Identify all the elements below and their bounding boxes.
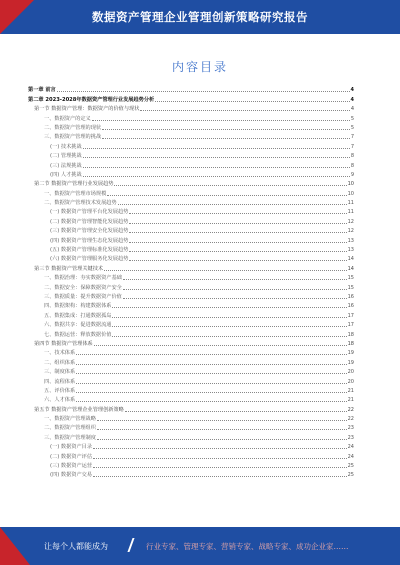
toc-entry-page: 24 [347,444,354,451]
toc-entry-label: 二、数据资产管理的现状 [44,124,102,131]
footer-bar [0,527,400,565]
toc-entry-page: 24 [347,453,354,460]
toc-entry[interactable] [28,197,354,206]
toc-entry-label: (二) 数据资产管理智能化发展趋势 [50,218,129,225]
toc-entry-page: 22 [347,416,354,423]
toc-entry-label: 一、数据资产的定义 [44,115,91,122]
toc-entry-page: 11 [347,200,354,207]
toc-entry-page: 7 [350,134,354,141]
toc-entry[interactable] [28,281,354,290]
toc-entry-page: 19 [347,350,354,357]
toc-leader-dots [114,185,346,186]
header-bar [0,0,400,34]
toc-leader-dots [97,420,347,421]
toc-entry[interactable] [28,338,354,347]
toc-leader-dots [76,383,346,384]
toc-entry-label: 三、数据质量：提升数据资产价值 [44,293,122,300]
toc-entry[interactable] [28,422,354,431]
toc-leader-dots [76,401,346,402]
toc-entry[interactable] [28,413,354,422]
toc-leader-dots [83,148,350,149]
toc-entry-page: 16 [347,303,354,310]
toc-entry-page: 18 [347,340,354,347]
toc-leader-dots [76,364,346,365]
toc-leader-dots [97,439,347,440]
toc-leader-dots [93,476,347,477]
toc-leader-dots [123,279,347,280]
toc-leader-dots [123,298,347,299]
toc-entry[interactable] [28,347,354,356]
toc-entry-page: 5 [350,115,354,122]
toc-entry[interactable] [28,385,354,394]
toc-leader-dots [129,260,346,261]
toc-leader-dots [155,101,349,102]
toc-entry-label: 五、数据集成：打通数据孤岛 [44,312,112,319]
footer-separator [127,538,144,552]
toc-entry-label: 二、数据安全：保障数据资产安全 [44,284,122,291]
toc-entry-label: 二、数据资产管理技术发展趋势 [44,200,117,207]
toc-entry[interactable] [28,375,354,384]
toc-leader-dots [76,354,346,355]
toc-entry-page: 12 [347,218,354,225]
toc-entry-page: 23 [347,425,354,432]
toc-entry-page: 15 [347,284,354,291]
toc-entry[interactable] [28,403,354,412]
toc-leader-dots [94,345,347,346]
toc-entry[interactable] [28,272,354,281]
toc-entry-label: (四) 数据资产管理生态化发展趋势 [50,237,129,244]
toc-entry[interactable] [28,319,354,328]
toc-entry-label: (四) 人才挑战 [50,171,82,178]
toc-entry-label: 第一章 前言 [28,87,56,94]
toc-heading: 内容目录 [171,60,228,74]
toc-entry-page: 23 [347,434,354,441]
toc-leader-dots [57,91,350,92]
toc-entry-page: 25 [347,472,354,479]
toc-leader-dots [104,270,347,271]
toc-entry-label: (四) 数据资产交易 [50,472,93,479]
toc-leader-dots [107,195,346,196]
toc-entry[interactable] [28,215,354,224]
toc-entry-page: 19 [347,359,354,366]
toc-entry[interactable] [28,300,354,309]
toc-entry[interactable] [28,178,354,187]
toc-leader-dots [129,242,346,243]
toc-entry[interactable] [28,431,354,440]
toc-entry[interactable] [28,366,354,375]
toc-entry-label: 一、数据治理：夯实数据资产基础 [44,275,122,282]
toc-entry-label: 五、评价体系 [44,387,76,394]
toc-entry-page: 25 [347,463,354,470]
toc-entry-label: (六) 数据资产管理服务化发展趋势 [50,256,129,263]
toc-entry-page: 17 [347,312,354,319]
toc-entry-label: 第二章 2023-2028年数据资产管理行业发展趋势分析 [28,96,155,103]
toc-entry-page: 8 [350,153,354,160]
toc-entry-label: 四、流程体系 [44,378,76,385]
footer-slogan-right: 行业专家、管理专家、营销专家、战略专家、成功企业家…… [146,542,349,551]
toc-entry[interactable] [28,140,354,149]
toc-entry-label: 三、制度体系 [44,369,76,376]
toc-entry[interactable] [28,460,354,469]
toc-entry-label: 第二节 数据资产管理行业发展趋势 [34,181,114,188]
toc-entry-label: (五) 数据资产管理标准化发展趋势 [50,247,129,254]
toc-entry-label: 一、技术体系 [44,350,76,357]
toc-entry[interactable] [28,150,354,159]
toc-entry[interactable] [28,469,354,478]
toc-leader-dots [76,373,346,374]
toc-entry-label: 七、数据运营：释放数据价值 [44,331,112,338]
toc-entry-label: 二、数据资产管理组织 [44,425,96,432]
toc-entry-page: 20 [347,369,354,376]
toc-leader-dots [129,232,346,233]
toc-leader-dots [129,213,346,214]
toc-leader-dots [140,110,349,111]
toc-entry-page: 7 [350,143,354,150]
toc-entry[interactable] [28,394,354,403]
toc-entry-page: 14 [347,256,354,263]
toc-entry-label: 三、数据资产管理的挑战 [44,134,102,141]
toc-entry-page: 13 [347,237,354,244]
toc-entry-page: 14 [347,265,354,272]
toc-entry-page: 18 [347,331,354,338]
toc-leader-dots [125,411,347,412]
toc-entry-page: 21 [347,397,354,404]
toc-leader-dots [76,392,346,393]
toc-leader-dots [92,120,350,121]
toc-entry-label: 六、数据共享：促进数据流通 [44,322,112,329]
toc-entry-page: 12 [347,228,354,235]
toc-entry[interactable] [28,206,354,215]
toc-entry[interactable] [28,225,354,234]
toc-entry[interactable] [28,450,354,459]
toc-leader-dots [129,223,346,224]
toc-leader-dots [129,251,346,252]
toc-entry-page: 4 [350,106,354,113]
toc-entry-page: 4 [350,87,354,94]
toc-entry-label: 一、数据资产管理市场规模 [44,190,107,197]
toc-entry-page: 10 [347,181,354,188]
toc-entry-page: 8 [350,162,354,169]
toc-leader-dots [112,336,346,337]
toc-leader-dots [93,448,347,449]
toc-entry-page: 15 [347,275,354,282]
toc-entry[interactable] [28,356,354,365]
toc-entry-label: (三) 法规挑战 [50,162,82,169]
toc-entry[interactable] [28,328,354,337]
toc-entry-label: 一、数据资产管理战略 [44,416,96,423]
toc-leader-dots [97,429,347,430]
toc-entry-page: 11 [347,209,354,216]
toc-entry-label: (一) 技术挑战 [50,143,82,150]
toc-entry[interactable] [28,262,354,271]
toc-entry[interactable] [28,309,354,318]
toc-entry-page: 13 [347,247,354,254]
toc-entry-label: 第五节 数据资产管理企业管理创新策略 [34,406,124,413]
toc-entry-page: 21 [347,387,354,394]
toc-leader-dots [112,317,346,318]
table-of-contents [28,84,354,478]
toc-entry[interactable] [28,122,354,131]
toc-entry[interactable] [28,131,354,140]
toc-entry-label: 第三节 数据资产管理关键技术 [34,265,104,272]
footer-corner-decoration [0,527,30,565]
toc-entry-label: 第一节 数据资产管理：数据资产的价值与现状 [34,106,140,113]
toc-entry[interactable] [28,291,354,300]
toc-entry-page: 5 [350,124,354,131]
toc-entry-label: (二) 管理挑战 [50,153,82,160]
toc-entry-label: 二、组织体系 [44,359,76,366]
toc-entry[interactable] [28,441,354,450]
toc-leader-dots [83,176,350,177]
toc-entry[interactable] [28,84,354,93]
toc-leader-dots [93,458,347,459]
toc-entry-page: 22 [347,406,354,413]
footer-slogan-left: 让每个人都能成为 [44,542,108,551]
toc-entry-page: 10 [347,190,354,197]
toc-leader-dots [83,167,350,168]
toc-entry-label: 六、人才体系 [44,397,76,404]
toc-leader-dots [112,326,346,327]
toc-entry[interactable] [28,159,354,168]
toc-entry-page: 16 [347,293,354,300]
report-title: 数据资产管理企业管理创新策略研究报告 [92,10,308,24]
toc-entry-page: 17 [347,322,354,329]
toc-entry-label: 第四节 数据资产管理体系 [34,340,93,347]
toc-leader-dots [118,204,347,205]
toc-leader-dots [102,138,350,139]
toc-entry-label: 三、数据资产管理制度 [44,434,96,441]
toc-leader-dots [112,307,346,308]
toc-leader-dots [123,289,347,290]
toc-entry[interactable] [28,93,354,102]
toc-entry-page: 4 [350,96,354,103]
toc-entry-page: 20 [347,378,354,385]
toc-entry[interactable] [28,112,354,121]
toc-leader-dots [93,467,347,468]
toc-entry[interactable] [28,169,354,178]
toc-entry-label: (一) 数据资产目录 [50,444,93,451]
toc-entry[interactable] [28,187,354,196]
toc-entry-page: 9 [350,171,354,178]
toc-entry-label: 四、数据架构：构建数据体系 [44,303,112,310]
toc-entry[interactable] [28,244,354,253]
toc-entry[interactable] [28,234,354,243]
toc-entry-label: (一) 数据资产管理平台化发展趋势 [50,209,129,216]
toc-entry-label: (三) 数据资产运营 [50,463,93,470]
toc-leader-dots [102,129,350,130]
toc-leader-dots [83,157,350,158]
toc-entry-label: (二) 数据资产评估 [50,453,93,460]
toc-entry[interactable] [28,253,354,262]
toc-entry[interactable] [28,103,354,112]
toc-entry-label: (三) 数据资产管理安全化发展趋势 [50,228,129,235]
